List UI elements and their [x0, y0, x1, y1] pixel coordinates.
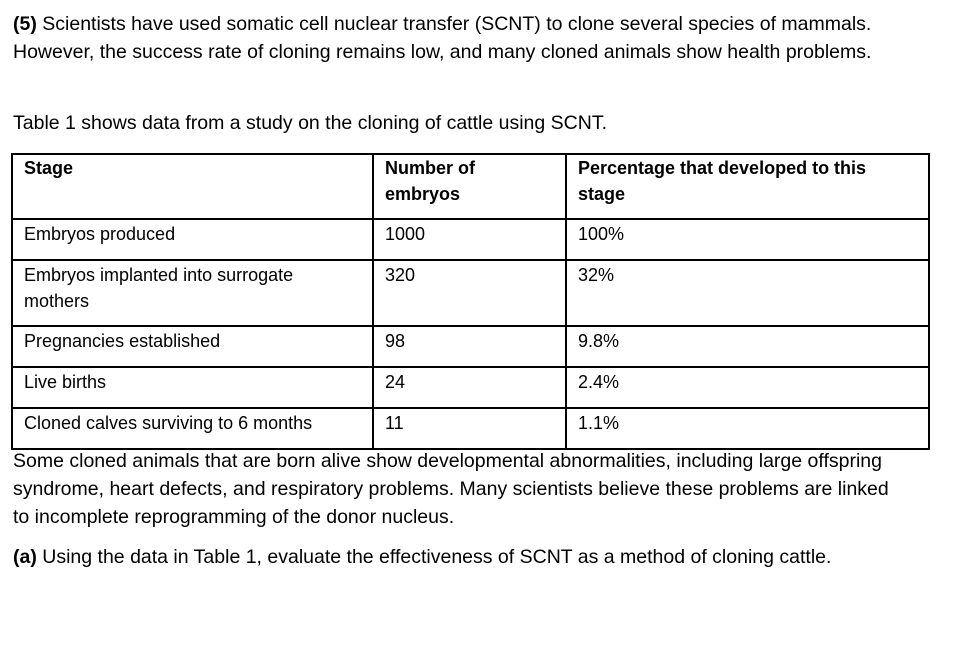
cell-number: 1000	[373, 219, 566, 260]
cell-stage: Cloned calves surviving to 6 months	[12, 408, 373, 449]
data-table	[11, 153, 930, 450]
table-row	[12, 408, 929, 449]
cell-number: 98	[373, 326, 566, 367]
cell-number: 320	[373, 260, 566, 326]
part-a-label: (a)	[13, 546, 37, 568]
table-row	[12, 326, 929, 367]
question-intro-text: Scientists have used somatic cell nuclear transfer (SCNT) to clone several species of mammals. However, the success rate of cloning remains low, and many cloned animals show health problems.	[13, 13, 872, 63]
cell-number: 24	[373, 367, 566, 408]
cell-stage: Embryos implanted into surrogate mothers	[12, 260, 373, 326]
cell-number: 11	[373, 408, 566, 449]
table-header-row	[12, 154, 929, 219]
header-percentage: Percentage that developed to this stage	[566, 154, 929, 219]
cell-percentage: 2.4%	[566, 367, 929, 408]
cell-percentage: 100%	[566, 219, 929, 260]
header-number: Number of embryos	[373, 154, 566, 219]
cell-stage: Embryos produced	[12, 219, 373, 260]
part-a-text: Using the data in Table 1, evaluate the effectiveness of SCNT as a method of cloning cattle.	[42, 546, 832, 568]
cell-percentage: 32%	[566, 260, 929, 326]
table-row	[12, 367, 929, 408]
cell-stage: Live births	[12, 367, 373, 408]
table-row	[12, 219, 929, 260]
header-stage: Stage	[12, 154, 373, 219]
question-intro	[13, 10, 913, 66]
question-number: (5)	[13, 13, 37, 35]
part-a-question	[13, 543, 933, 571]
cell-percentage: 1.1%	[566, 408, 929, 449]
cell-stage: Pregnancies established	[12, 326, 373, 367]
after-table-text: Some cloned animals that are born alive show developmental abnormalities, including large offspring syndrome, heart defects, and respiratory problems. Many scientists believe these problems are linked to incomplete reprogramming of the donor nucleus.	[13, 450, 889, 528]
table-row	[12, 260, 929, 326]
table-intro-text: Table 1 shows data from a study on the cloning of cattle using SCNT.	[13, 112, 607, 134]
cell-percentage: 9.8%	[566, 326, 929, 367]
